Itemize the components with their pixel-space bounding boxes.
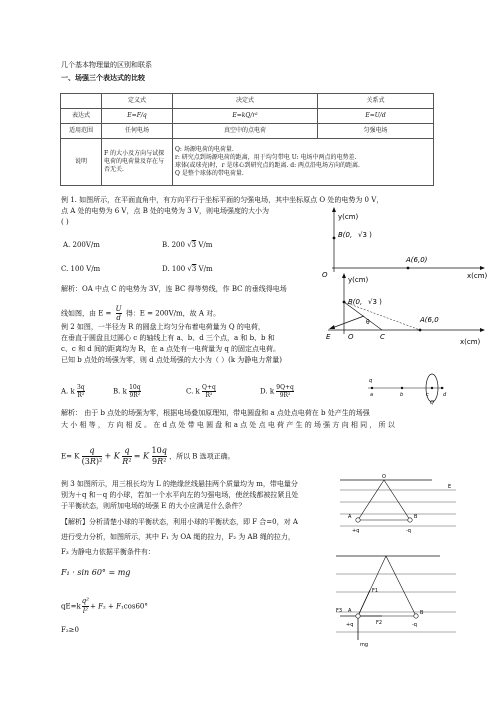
ex3-equation-2: qE=k $\frac{\text{q²}}{\text{l²}}$ + F₂ + F₁cos60° <box>61 597 148 615</box>
doc-title: 几个基本物理量的区别和联系 <box>61 61 152 69</box>
label-c: c <box>426 392 429 398</box>
table-cell <box>102 139 173 186</box>
fraction <box>77 384 85 399</box>
fraction-numerator: U <box>115 305 122 313</box>
label-minus-q: -q <box>412 622 417 628</box>
note-line: 电荷的电荷量及存在与 <box>104 158 165 165</box>
label-f2: F2 <box>376 620 383 626</box>
angle-label: θ <box>366 319 370 326</box>
origin-label: O <box>348 333 354 341</box>
note-line: Q: 场源电荷的电荷量. <box>175 146 234 153</box>
ball-a <box>356 518 360 522</box>
ex2-line: 例 2 如图，一半径为 R 的圆盘上均匀分布着电荷量为 Q 的电荷， <box>61 323 265 331</box>
label-Q: Q <box>430 400 434 406</box>
ex1-line: ( ) <box>61 218 69 226</box>
label-o: O <box>382 474 386 480</box>
ex1-option-a: A. 200V/m <box>63 241 100 249</box>
option-unit: V/m <box>198 241 213 249</box>
ex2-line: 在垂直于圆盘且过圆心 c 的轴线上有 a、b、d 三个点，a 和 b、b 和 <box>61 334 275 342</box>
option-text: B. 200 <box>162 241 185 249</box>
section-heading: 一、场强三个表达式的比较 <box>61 73 145 82</box>
comparison-table <box>60 93 434 186</box>
fraction-denominator: R² <box>122 457 132 466</box>
label-b: b <box>400 392 404 398</box>
ex1-solution-line: 解析：OA 中点 C 的电势为 3V，连 BC 得等势线，作 BC 的垂线得电场 <box>61 285 287 293</box>
formula-equals: = K <box>133 451 149 461</box>
ball-a <box>356 614 360 618</box>
line-bc <box>344 302 382 330</box>
formula-plus: + K <box>104 451 120 461</box>
table-header-row <box>61 94 434 109</box>
fraction-numerator: 10q <box>151 446 167 455</box>
point-b-dot <box>343 301 346 304</box>
table-cell: E=kQ/r² <box>173 109 318 124</box>
fraction-denominator: 9R² <box>152 457 167 466</box>
label-mg: mg <box>360 642 369 648</box>
sqrt-value: 3 <box>191 265 197 273</box>
label-b: B <box>414 514 418 520</box>
ball-b <box>414 614 418 618</box>
ex2-option-d <box>260 384 294 399</box>
x-axis-label: x(cm) <box>467 272 488 280</box>
y-axis-arrow <box>332 207 336 212</box>
figure-2 <box>320 272 496 348</box>
x-axis-arrow <box>480 266 485 270</box>
table-cell: 真空中的点电荷 <box>173 124 318 139</box>
table-cell: 说明 <box>61 139 102 186</box>
y-axis-arrow <box>342 273 346 278</box>
fraction-numerator: Q+q <box>202 384 216 391</box>
fraction <box>122 446 131 467</box>
ex3-line: 【解析】分析清楚小球的平衡状态，利用小球的平衡状态，即 F 合=0，对 A <box>61 518 298 526</box>
ex1-line: 例 1. 如图所示，在平面直角中，有方向平行于坐标平面的匀强电场，其中坐标原点 O 处的电势为 0 V， <box>61 196 384 204</box>
ex3-line: 进行受力分析，如图所示，其中 F₁ 为 OA 绳的拉力，F₂ 为 AB 绳的拉力， <box>61 533 295 541</box>
table-cell: 任何电场 <box>102 124 173 139</box>
formula-tail: ，所以 B 选项正确。 <box>169 452 235 461</box>
table-row <box>61 109 434 124</box>
table-cell: 表达式 <box>61 109 102 124</box>
sqrt-sign: √ <box>187 265 192 273</box>
option-text: B. k <box>113 387 127 396</box>
fraction-denominator: 9R² <box>279 392 291 399</box>
ex2-option-a <box>61 384 85 399</box>
ball-b <box>408 518 412 522</box>
label-a: a <box>370 392 374 398</box>
ex3-line: 别为＋q 和－q 的小球，若加一个水平向左的匀强电场，使丝线都被拉紧且处 <box>61 491 299 499</box>
thread-ob <box>386 556 416 616</box>
fraction <box>276 384 294 399</box>
fraction <box>82 597 89 616</box>
label-minus-q: -q <box>406 528 411 534</box>
fraction-denominator: (3R)² <box>81 457 103 466</box>
label-d: d <box>443 392 447 398</box>
fraction-numerator: q <box>82 446 103 457</box>
y-axis-label: y(cm) <box>338 213 359 221</box>
origin-label: O <box>322 271 328 279</box>
formula-text: E= K <box>61 452 80 461</box>
point-a-label: A(6,0 <box>420 316 439 324</box>
table-row <box>61 124 434 139</box>
ex3-line: 例 3 如图所示，用三根长均为 L 的绝缘丝线悬挂两个质量均为 m，带电量分 <box>61 480 298 488</box>
option-text: A. k <box>61 387 75 396</box>
ex2-solution-line: 大 小 相 等 ， 方 向 相 反 。 在 d 点 处 带 电 圆 盘 和 a 点 处 点 电 荷 产 生 的 场 强 方 向 相 同 ， 所 以 <box>61 421 395 429</box>
label-f1: F1 <box>372 588 379 594</box>
label-b: B <box>420 610 424 616</box>
ex1-option-b <box>162 241 212 250</box>
note-line: r: 研究点到场源电荷的距离，用于均匀带电 U: 电场中两点的电势差. <box>175 154 357 161</box>
table-cell: E=F/q <box>102 109 173 124</box>
option-text: C. k <box>186 387 200 396</box>
label-a: A <box>348 608 352 614</box>
fraction-numerator: 3q <box>76 384 85 391</box>
point-a-dot <box>419 329 422 332</box>
ex3-equation-1: F₁ · sin 60° = mg <box>61 568 131 577</box>
point-a-label: A(6,0) <box>406 256 428 264</box>
label-f3: F3 <box>336 608 343 614</box>
line-ba <box>344 302 420 330</box>
ex2-option-b <box>113 384 141 399</box>
figure-3 <box>366 370 452 406</box>
point-b-sqrt: √3 ) <box>368 298 382 306</box>
x-axis-arrow <box>480 328 485 332</box>
ex2-line: 已知 b 点处的场强为零，则 d 点处场强的大小为（ ）(k 为静电力常量) <box>61 356 283 364</box>
table-cell <box>173 139 434 186</box>
table-row <box>61 139 434 186</box>
point-c-dot <box>431 387 433 389</box>
field-label: E <box>326 333 331 341</box>
ex3-line: 于平衡状态，则所加电场的场强 E 的大小应满足什么条件？ <box>61 502 246 510</box>
solution-text: 得：E = 200V/m，故 A 对。 <box>125 309 221 318</box>
sqrt-sign: √ <box>187 241 192 249</box>
point-b-sqrt: √3 ) <box>358 231 372 239</box>
ex3-line: F₃ 为静电力依据平衡条件有： <box>61 548 155 556</box>
fraction <box>116 305 122 322</box>
ex1-option-c: C. 100 V/m <box>61 265 101 273</box>
figure-4 <box>336 474 466 536</box>
label-plus-q: +q <box>346 622 354 628</box>
table-header-cell: 决定式 <box>173 94 318 109</box>
y-axis-label: y(cm) <box>348 276 369 284</box>
fraction-numerator: 9Q+q <box>276 384 294 391</box>
fraction-numerator: q² <box>81 597 89 605</box>
label-e: E <box>448 484 452 490</box>
ex2-option-c <box>186 384 216 399</box>
fraction <box>202 384 216 399</box>
table-header-cell: 定义式 <box>102 94 173 109</box>
fraction-denominator: R² <box>205 392 213 399</box>
table-header-cell <box>61 94 102 109</box>
note-line: 否无关. <box>104 166 124 173</box>
point-a-dot <box>407 267 410 270</box>
table-cell: 匀强电场 <box>318 124 434 139</box>
label-plus-q: +q <box>352 528 360 534</box>
fraction-numerator: q <box>122 446 131 457</box>
fraction-numerator: 10q <box>129 384 141 391</box>
note-line: Q 是整个球体的带电荷量. <box>175 170 244 177</box>
fraction <box>129 384 140 399</box>
point-b-label: B(0, <box>348 298 363 306</box>
ex2-solution-formula <box>61 446 235 467</box>
point-b-dot <box>401 387 403 389</box>
table-cell: E=U/d <box>318 109 434 124</box>
solution-text: 线如图，由 E = <box>61 309 112 318</box>
point-b-label: B(0, <box>338 231 353 239</box>
table-cell: 适用范围 <box>61 124 102 139</box>
fraction-denominator: l² <box>82 607 88 615</box>
point-d-dot <box>441 387 443 389</box>
figure-5 <box>330 552 470 652</box>
table-header-cell: 关系式 <box>318 94 434 109</box>
label-a: A <box>348 514 352 520</box>
figure-1 <box>320 206 496 280</box>
fraction-denominator: R² <box>77 392 85 399</box>
field-arrow <box>329 325 335 329</box>
option-text: D. 100 <box>162 265 186 273</box>
point-b-dot <box>333 237 336 240</box>
ex2-solution-line: 解析： 由于 b 点处的场强为零，根据电场叠加原理知，带电圆盘和 a 点处点电荷在 b 处产生的场强 <box>61 409 370 417</box>
label-q: q <box>369 378 373 384</box>
sqrt-value: 3 <box>191 241 197 249</box>
option-unit: V/m <box>198 265 213 273</box>
fraction-denominator: 9R² <box>129 392 141 399</box>
ex2-line: c、c 和 d 间的距离均为 R，在 a 点处有一电荷量为 q 的固定点电荷。 <box>61 345 281 353</box>
fraction-denominator: d <box>116 314 121 322</box>
point-a-dot <box>371 387 373 389</box>
option-text: D. k <box>260 387 275 396</box>
note-line: F 的大小及方向与试探 <box>104 150 165 157</box>
fraction <box>82 446 103 467</box>
fraction <box>152 446 167 467</box>
point-c-label: C <box>380 333 385 341</box>
x-axis-label: x(cm) <box>460 338 481 346</box>
ex1-solution-line <box>61 305 220 322</box>
field-line <box>332 316 364 328</box>
ex1-option-d <box>162 265 213 274</box>
ex1-line: 点 A 处的电势为 6 V，点 B 处的电势为 3 V，则电场强度的大小为 <box>61 207 270 215</box>
ex3-equation-3: F₂≥0 <box>61 626 79 634</box>
note-line: 球体(或球壳)时，r 是球心到研究点的距离. d: 两点沿电场方向的距离. <box>175 162 360 169</box>
